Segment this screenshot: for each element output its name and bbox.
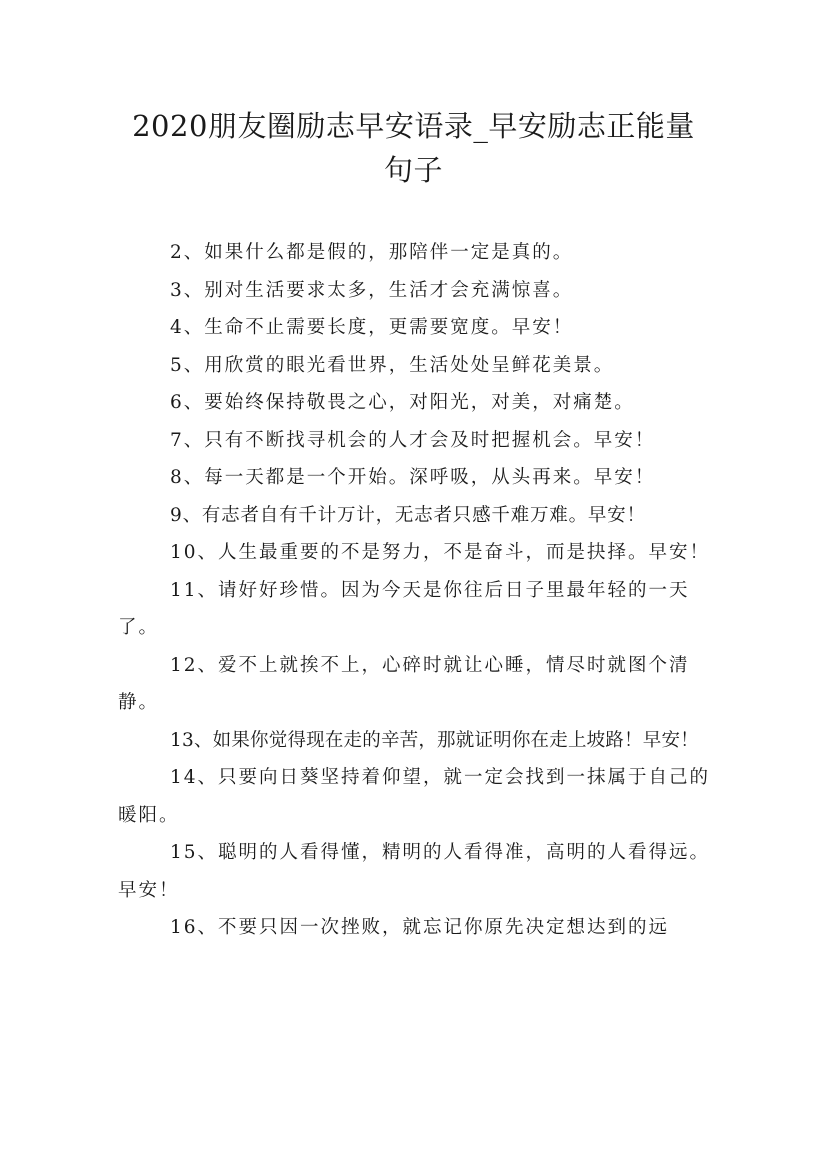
paragraph: 12、爱不上就挨不上，心碎时就让心睡，情尽时就图个清静。 [118, 654, 690, 713]
paragraph: 9、有志者自有千计万计，无志者只感千难万难。早安！ [170, 504, 646, 526]
paragraph: 16、不要只因一次挫败，就忘记你原先决定想达到的远 [170, 917, 670, 938]
paragraph: 3、别对生活要求太多，生活才会充满惊喜。 [170, 279, 574, 301]
title-line-1: 2020朋友圈励志早安语录_早安励志正能量 [132, 109, 695, 143]
document-title [100, 104, 727, 192]
paragraph: 15、聪明的人看得懂，精明的人看得准，高明的人看得远。早安！ [118, 842, 711, 901]
paragraph: 10、人生最重要的不是努力，不是奋斗，而是抉择。早安！ [170, 542, 711, 563]
paragraph: 7、只有不断找寻机会的人才会及时把握机会。早安！ [170, 429, 656, 451]
paragraph: 13、如果你觉得现在走的辛苦，那就证明你在走上坡路！早安！ [170, 729, 699, 751]
paragraph: 5、用欣赏的眼光看世界，生活处处呈鲜花美景。 [170, 354, 615, 376]
document-body [118, 234, 711, 947]
paragraph: 14、只要向日葵坚持着仰望，就一定会找到一抹属于自己的暖阳。 [118, 767, 711, 826]
paragraph: 4、生命不止需要长度，更需要宽度。早安！ [170, 317, 574, 338]
paragraph: 6、要始终保持敬畏之心，对阳光，对美，对痛楚。 [170, 392, 635, 413]
paragraph: 11、请好好珍惜。因为今天是你往后日子里最年轻的一天了。 [118, 579, 690, 638]
paragraph: 2、如果什么都是假的，那陪伴一定是真的。 [170, 242, 574, 263]
paragraph: 8、每一天都是一个开始。深呼吸，从头再来。早安！ [170, 467, 656, 488]
title-line-2: 句子 [383, 153, 443, 187]
